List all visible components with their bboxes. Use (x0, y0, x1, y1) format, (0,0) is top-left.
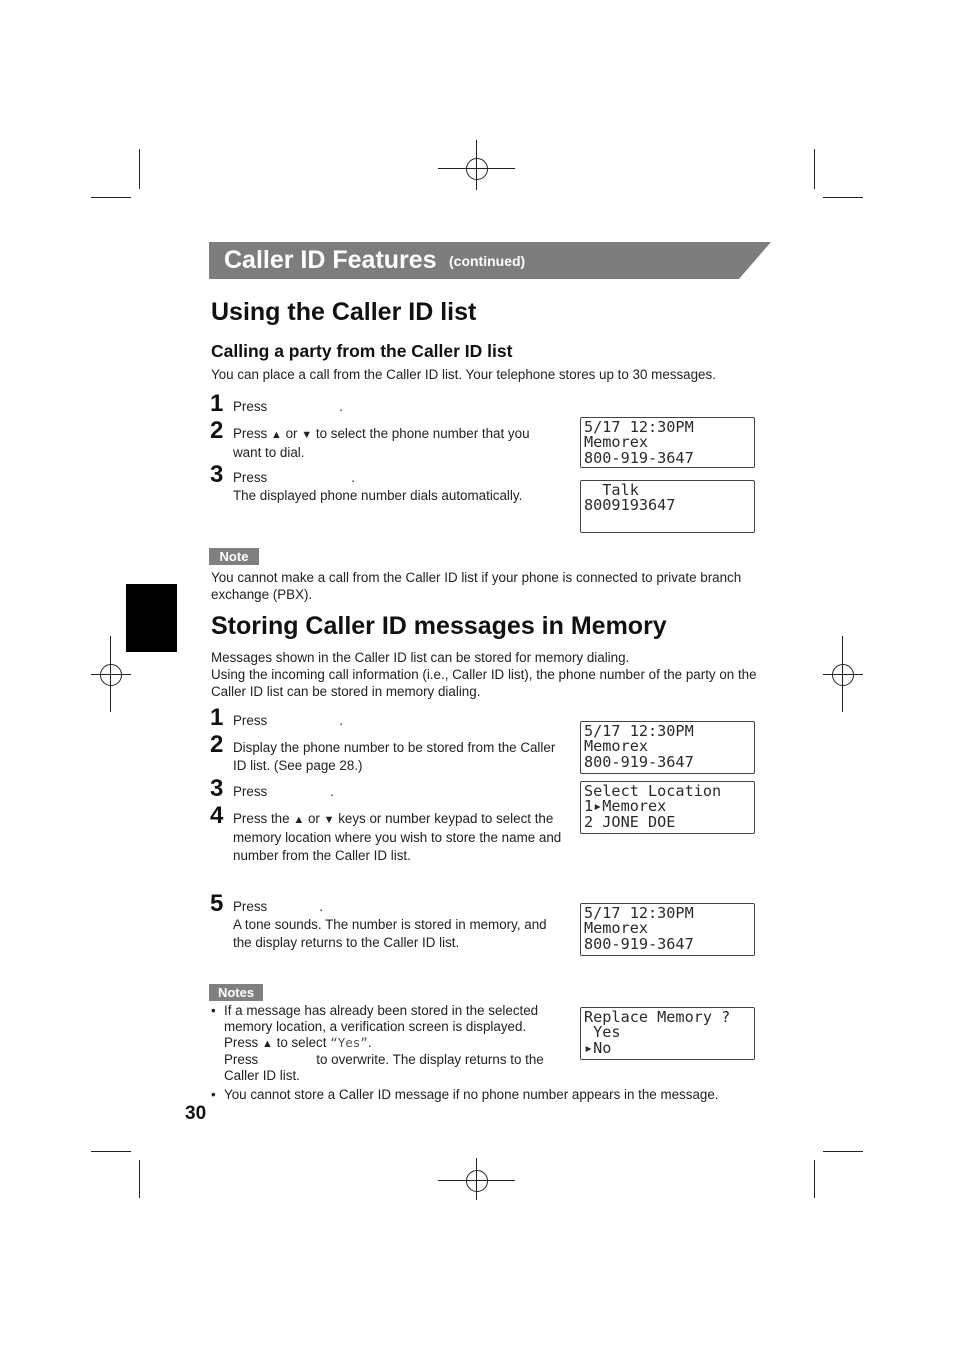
note-text: You cannot make a call from the Caller ID list if your phone is connected to private branch exchange (PBX). (211, 570, 742, 602)
crop-mark (110, 636, 111, 712)
step-text: Press . The displayed phone number dials automatically. (233, 470, 523, 503)
page-number: 30 (185, 1103, 207, 1124)
down-arrow-icon: ▼ (301, 429, 313, 441)
step-number: 5 (210, 890, 224, 917)
crop-mark (823, 1151, 863, 1152)
step-text: Press . (233, 713, 343, 728)
registration-mark (466, 1170, 488, 1192)
lcd-display: Replace Memory ? Yes ▸No (580, 1007, 755, 1060)
note-bullet: • (211, 1003, 216, 1018)
intro-text: Messages shown in the Caller ID list can be stored for memory dialing. Using the incoming call information (i.e., Caller ID list), the phone number of the party on the Caller ID list can be stored in memory dialing. (211, 650, 757, 699)
banner-subtitle: (continued) (449, 253, 526, 269)
section-title: Storing Caller ID messages in Memory (211, 612, 667, 640)
registration-mark (832, 664, 854, 686)
notes-badge: Notes (209, 984, 263, 1001)
step-number: 2 (210, 417, 224, 444)
banner-title: Caller ID Features (224, 246, 437, 274)
up-arrow-icon: ▲ (270, 429, 282, 441)
lcd-display: 5/17 12:30PM Memorex 800-919-3647 (580, 721, 755, 774)
up-arrow-icon: ▲ (261, 1038, 273, 1050)
down-arrow-icon: ▼ (323, 814, 335, 826)
step-text: Press . (233, 784, 334, 799)
step-number: 1 (210, 390, 224, 417)
note-text: If a message has already been stored in the selected memory location, a verification screen is displayed. Press ▲ to select “Yes”. Press to overwrite. The display returns to the Caller ID list. (224, 1003, 544, 1083)
crop-mark (91, 1151, 131, 1152)
step-number: 1 (210, 704, 224, 731)
lcd-display: 5/17 12:30PM Memorex 800-919-3647 (580, 417, 755, 468)
lcd-display: Talk 8009193647 (580, 480, 755, 533)
step-text: Press the ▲ or ▼ keys or number keypad to select the memory location where you wish to store the name and number from the Caller ID list. (233, 811, 562, 863)
chapter-tab (126, 584, 177, 652)
crop-mark (814, 149, 815, 189)
intro-text: You can place a call from the Caller ID list. Your telephone stores up to 30 messages. (211, 367, 716, 382)
lcd-display: Select Location 1▸Memorex 2 JONE DOE (580, 781, 755, 834)
step-number: 4 (210, 802, 224, 829)
step-text: Display the phone number to be stored from the Caller ID list. (See page 28.) (233, 740, 556, 773)
step-number: 2 (210, 731, 224, 758)
step-text: Press . A tone sounds. The number is stored in memory, and the display returns to the Caller ID list. (233, 899, 547, 950)
note-text: You cannot store a Caller ID message if no phone number appears in the message. (224, 1087, 719, 1102)
step-text: Press ▲ or ▼ to select the phone number that you want to dial. (233, 426, 530, 460)
note-bullet: • (211, 1087, 216, 1102)
crop-mark (823, 197, 863, 198)
subsection-title: Calling a party from the Caller ID list (211, 341, 513, 361)
crop-mark (476, 1158, 477, 1200)
crop-mark (139, 1160, 140, 1198)
note-badge: Note (209, 548, 259, 565)
step-number: 3 (210, 775, 224, 802)
up-arrow-icon: ▲ (293, 814, 305, 826)
crop-mark (814, 1160, 815, 1198)
step-text: Press . (233, 399, 343, 414)
crop-mark (842, 636, 843, 712)
crop-mark (139, 149, 140, 189)
crop-mark (91, 674, 131, 675)
crop-mark (476, 140, 477, 190)
registration-mark (100, 664, 122, 686)
crop-mark (91, 197, 131, 198)
step-number: 3 (210, 461, 224, 488)
lcd-display: 5/17 12:30PM Memorex 800-919-3647 (580, 903, 755, 956)
registration-mark (466, 158, 488, 180)
section-title: Using the Caller ID list (211, 298, 477, 326)
crop-mark (823, 674, 863, 675)
